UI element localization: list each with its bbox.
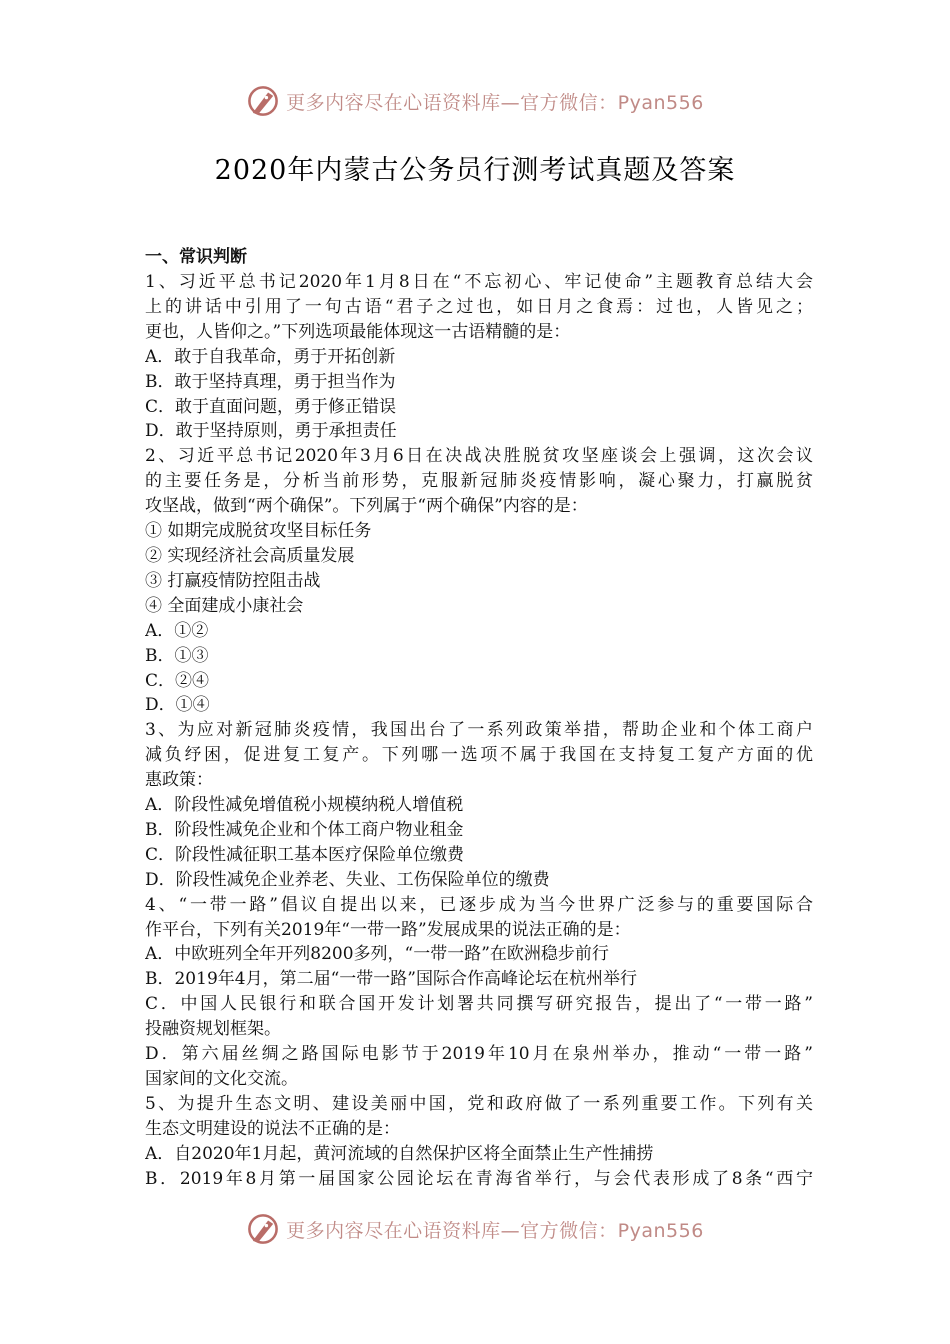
text-line: A．①② — [145, 620, 209, 641]
pen-nib-logo-icon — [246, 84, 280, 118]
text-line: D．①④ — [145, 695, 210, 716]
text-line: 减负纾困，促进复工复产。下列哪一选项不属于我国在支持复工复产方面的优 — [145, 745, 813, 766]
text-line: A．敢于自我革命，勇于开拓创新 — [145, 346, 396, 367]
document-body — [145, 245, 813, 1192]
text-line: 2、习近平总书记2020年3月6日在决战决胜脱贫攻坚座谈会上强调，这次会议 — [145, 446, 813, 467]
watermark-footer — [0, 1212, 950, 1246]
section-heading: 一、常识判断 — [145, 247, 247, 267]
text-line: C．②④ — [145, 670, 210, 691]
text-line: C．阶段性减征职工基本医疗保险单位缴费 — [145, 844, 465, 865]
text-line: 投融资规划框架。 — [145, 1019, 281, 1040]
text-line: 3、为应对新冠肺炎疫情，我国出台了一系列政策举措，帮助企业和个体工商户 — [145, 720, 813, 741]
text-line: ③ 打赢疫情防控阻击战 — [145, 570, 321, 591]
text-line: A．自2020年1月起，黄河流域的自然保护区将全面禁止生产性捕捞 — [145, 1143, 654, 1164]
watermark-header — [0, 84, 950, 118]
text-line: ① 如期完成脱贫攻坚目标任务 — [145, 521, 372, 542]
text-line: 更也，人皆仰之。”下列选项最能体现这一古语精髓的是： — [145, 321, 571, 342]
text-line: 攻坚战，做到“两个确保”。下列属于“两个确保”内容的是： — [145, 496, 588, 517]
text-line: D．阶段性减免企业养老、失业、工伤保险单位的缴费 — [145, 869, 550, 890]
text-line: D．第六届丝绸之路国际电影节于2019年10月在泉州举办，推动“一带一路” — [145, 1044, 813, 1065]
text-line: 4、“一带一路”倡议自提出以来，已逐步成为当今世界广泛参与的重要国际合 — [145, 894, 813, 915]
pen-nib-logo-icon — [246, 1212, 280, 1246]
document-title: 2020年内蒙古公务员行测考试真题及答案 — [214, 155, 736, 186]
text-line: 上的讲话中引用了一句古语“君子之过也，如日月之食焉：过也，人皆见之； — [145, 296, 813, 317]
text-line: 生态文明建设的说法不正确的是： — [145, 1118, 400, 1139]
text-line: C．敢于直面问题，勇于修正错误 — [145, 396, 397, 417]
text-lines — [145, 270, 813, 1192]
text-line: 的主要任务是，分析当前形势，克服新冠肺炎疫情影响，凝心聚力，打赢脱贫 — [145, 471, 813, 492]
text-line: 1、习近平总书记2020年1月8日在“不忘初心、牢记使命”主题教育总结大会 — [145, 272, 813, 292]
text-line: ② 实现经济社会高质量发展 — [145, 545, 355, 566]
text-line: 5、为提升生态文明、建设美丽中国，党和政府做了一系列重要工作。下列有关 — [145, 1093, 813, 1114]
watermark-text: 更多内容尽在心语资料库—官方微信：Pyan556 — [286, 91, 704, 114]
text-line: B．敢于坚持真理，勇于担当作为 — [145, 371, 396, 392]
text-line: B．2019年4月，第二届“一带一路”国际合作高峰论坛在杭州举行 — [145, 969, 637, 990]
text-line: A．阶段性减免增值税小规模纳税人增值税 — [145, 795, 464, 816]
text-line: 惠政策： — [145, 770, 213, 791]
text-line: C．中国人民银行和联合国开发计划署共同撰写研究报告，提出了“一带一路” — [145, 994, 813, 1015]
text-line: ④ 全面建成小康社会 — [145, 595, 304, 616]
text-line: 作平台，下列有关2019年“一带一路”发展成果的说法正确的是： — [145, 919, 631, 940]
text-line: B．阶段性减免企业和个体工商户物业租金 — [145, 819, 464, 840]
text-line: D．敢于坚持原则，勇于承担责任 — [145, 421, 397, 442]
watermark-text: 更多内容尽在心语资料库—官方微信：Pyan556 — [286, 1219, 704, 1242]
text-line: B．①③ — [145, 645, 209, 666]
text-line: A．中欧班列全年开列8200多列，“一带一路”在欧洲稳步前行 — [145, 944, 609, 965]
text-line: 国家间的文化交流。 — [145, 1069, 298, 1089]
text-line: B．2019年8月第一届国家公园论坛在青海省举行，与会代表形成了8条“西宁 — [145, 1168, 813, 1189]
